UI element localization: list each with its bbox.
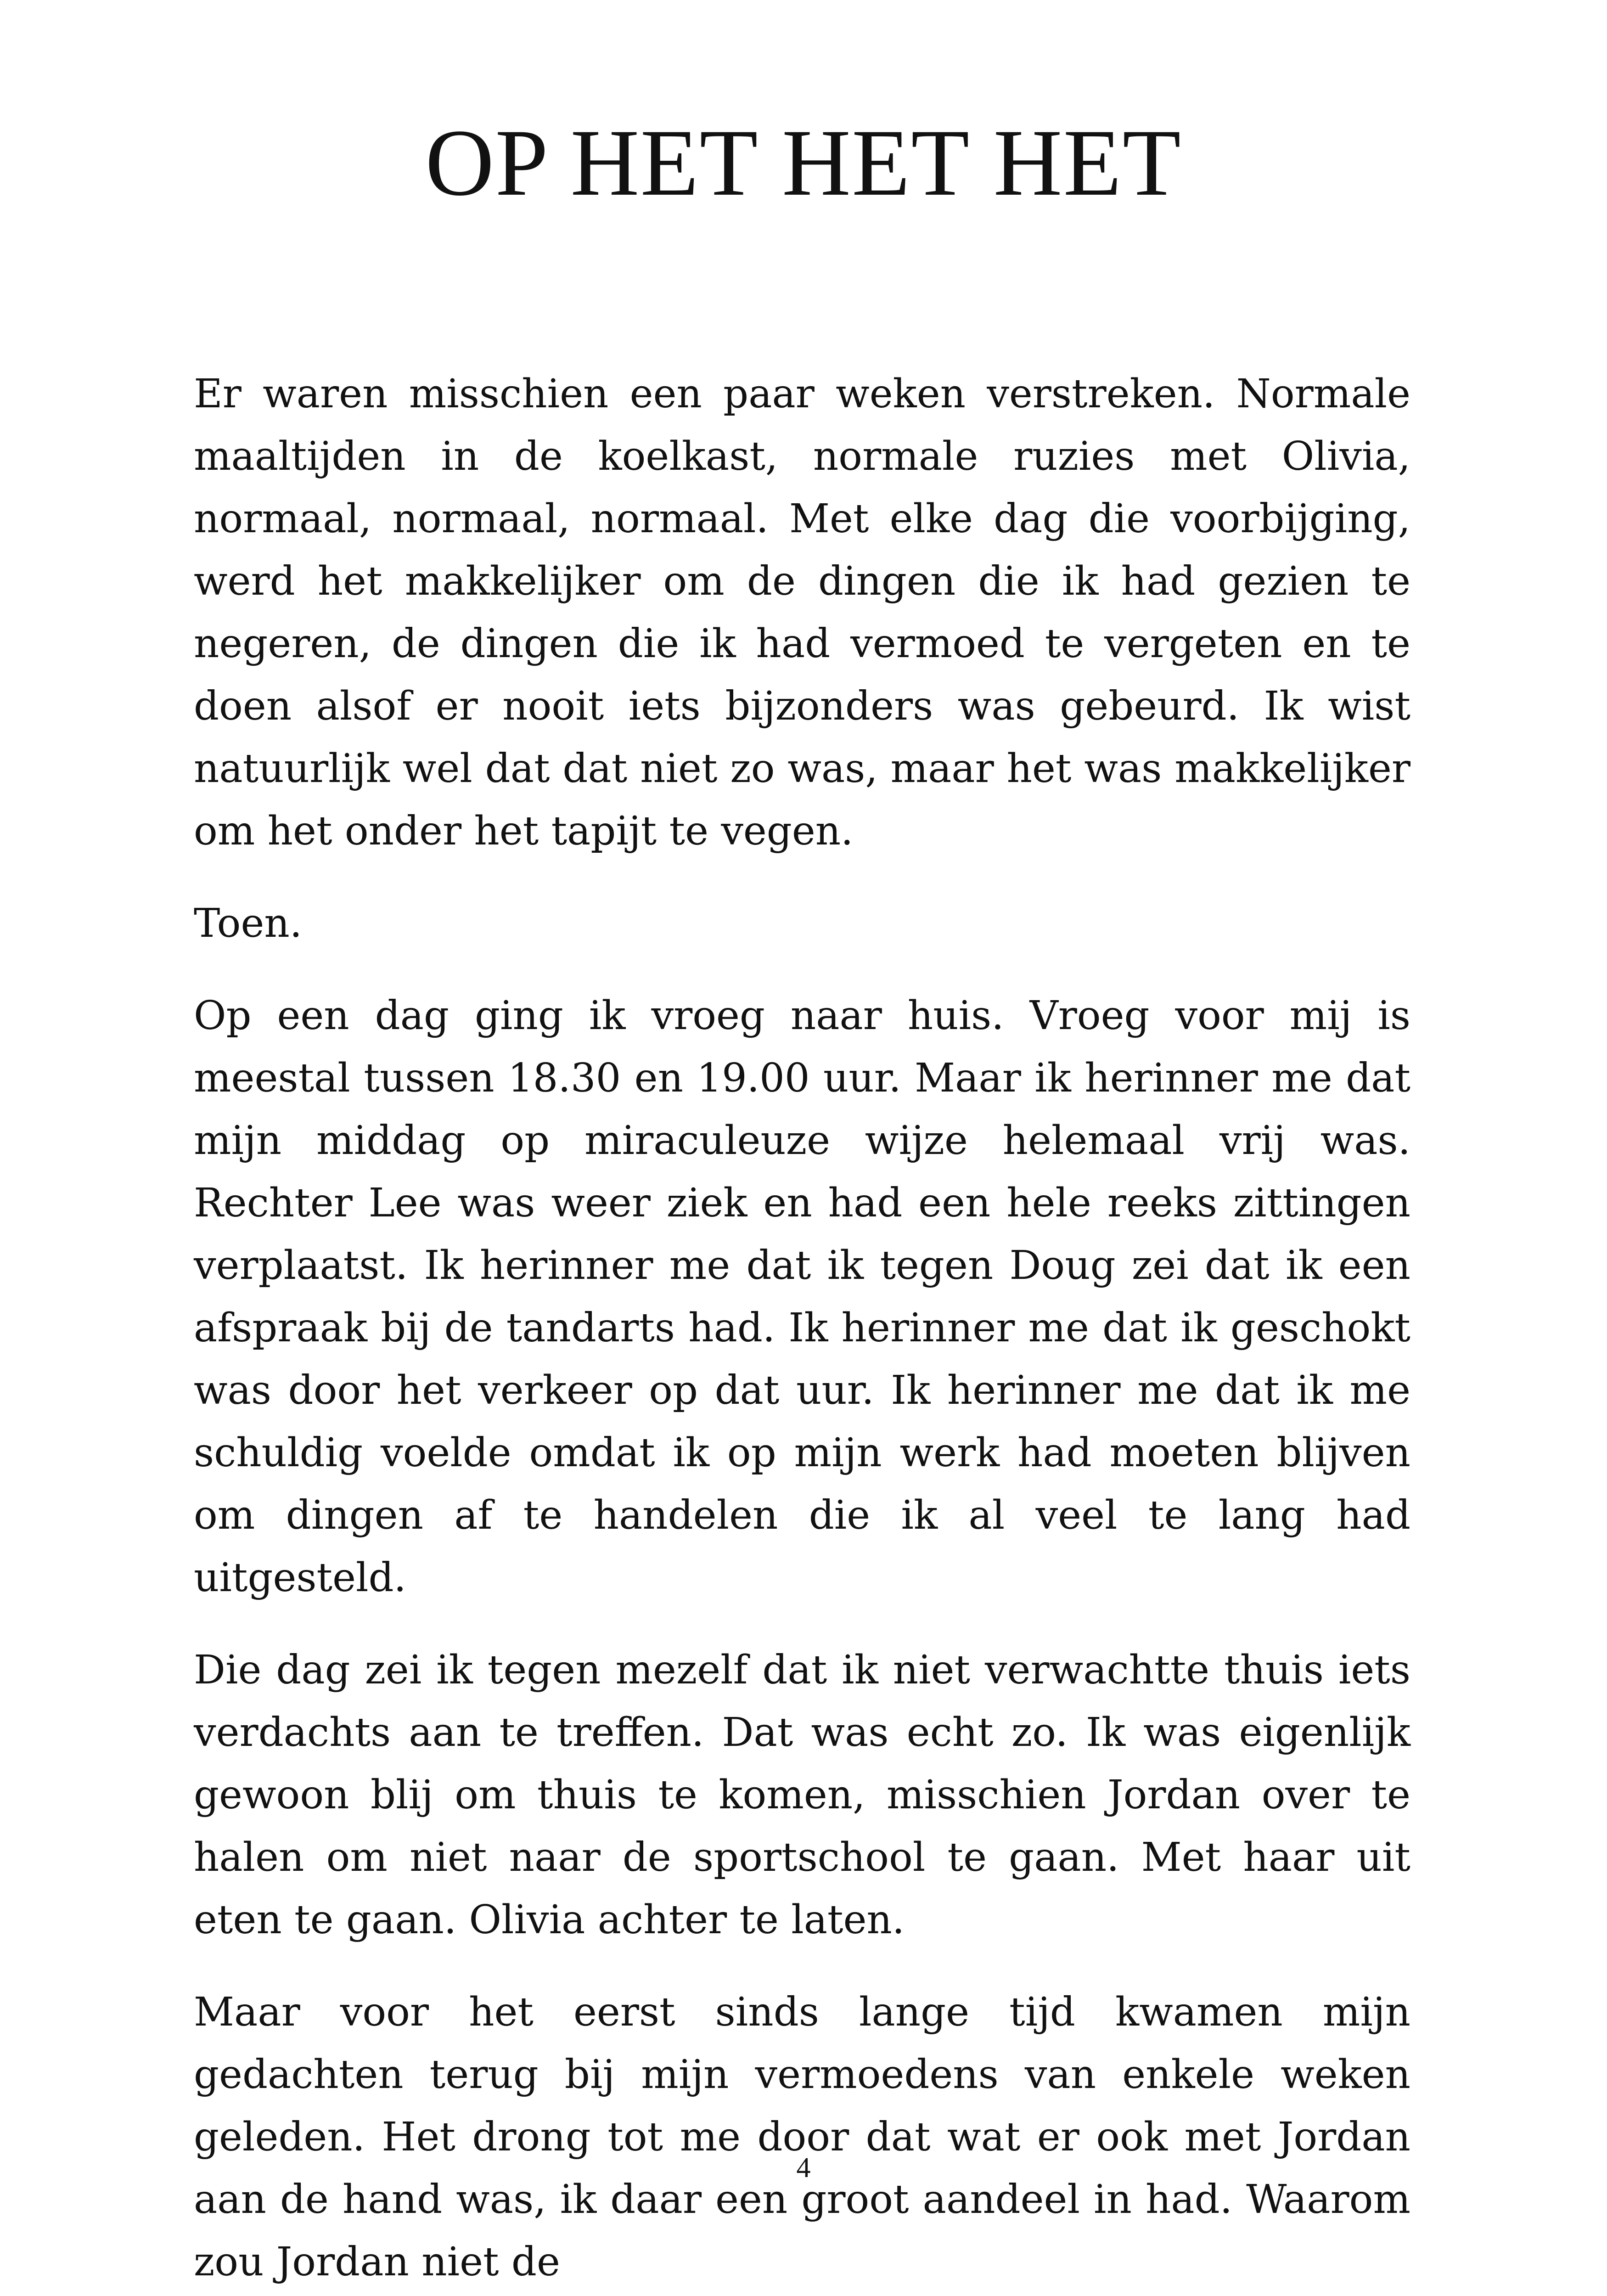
paragraph-1: Er waren misschien een paar weken verstreken. Normale maaltijden in de koelkast, normale ruzies met Olivia, normaal, normaal, normaal. Met elke dag die voorbijging, werd het makkelijker om de dingen die ik had gezien te negeren, de dingen die ik had vermoed te vergeten en te doen alsof er nooit iets bijzonders was gebeurd. Ik wist natuurlijk wel dat dat niet zo was, maar het was makkelijker om het onder het tapijt te vegen. <box>194 371 1410 854</box>
page-number: 4 <box>796 2152 811 2183</box>
paragraph-5: Maar voor het eerst sinds lange tijd kwamen mijn gedachten terug bij mijn vermoedens van enkele weken geleden. Het drong tot me door dat wat er ook met Jordan aan de hand was, ik daar een groot aandeel in had. Waarom zou Jordan niet de <box>194 1989 1410 2285</box>
body-text <box>194 363 1410 2296</box>
paragraph-3: Op een dag ging ik vroeg naar huis. Vroeg voor mij is meestal tussen 18.30 en 19.00 uur. Maar ik herinner me dat mijn middag op miraculeuze wijze helemaal vrij was. Rechter Lee was weer ziek en had een hele reeks zittingen verplaatst. Ik herinner me dat ik tegen Doug zei dat ik een afspraak bij de tandarts had. Ik herinner me dat ik geschokt was door het verkeer op dat uur. Ik herinner me dat ik me schuldig voelde omdat ik op mijn werk had moeten blijven om dingen af te handelen die ik al veel te lang had uitgesteld. <box>194 993 1410 1601</box>
paragraph-2: Toen. <box>194 900 303 946</box>
chapter-title: OP HET HET HET <box>425 110 1182 215</box>
paragraph-4: Die dag zei ik tegen mezelf dat ik niet verwachtte thuis iets verdachts aan te treffen. Dat was echt zo. Ik was eigenlijk gewoon blij om thuis te komen, misschien Jordan over te halen om niet naar de sportschool te gaan. Met haar uit eten te gaan. Olivia achter te laten. <box>194 1647 1410 1943</box>
